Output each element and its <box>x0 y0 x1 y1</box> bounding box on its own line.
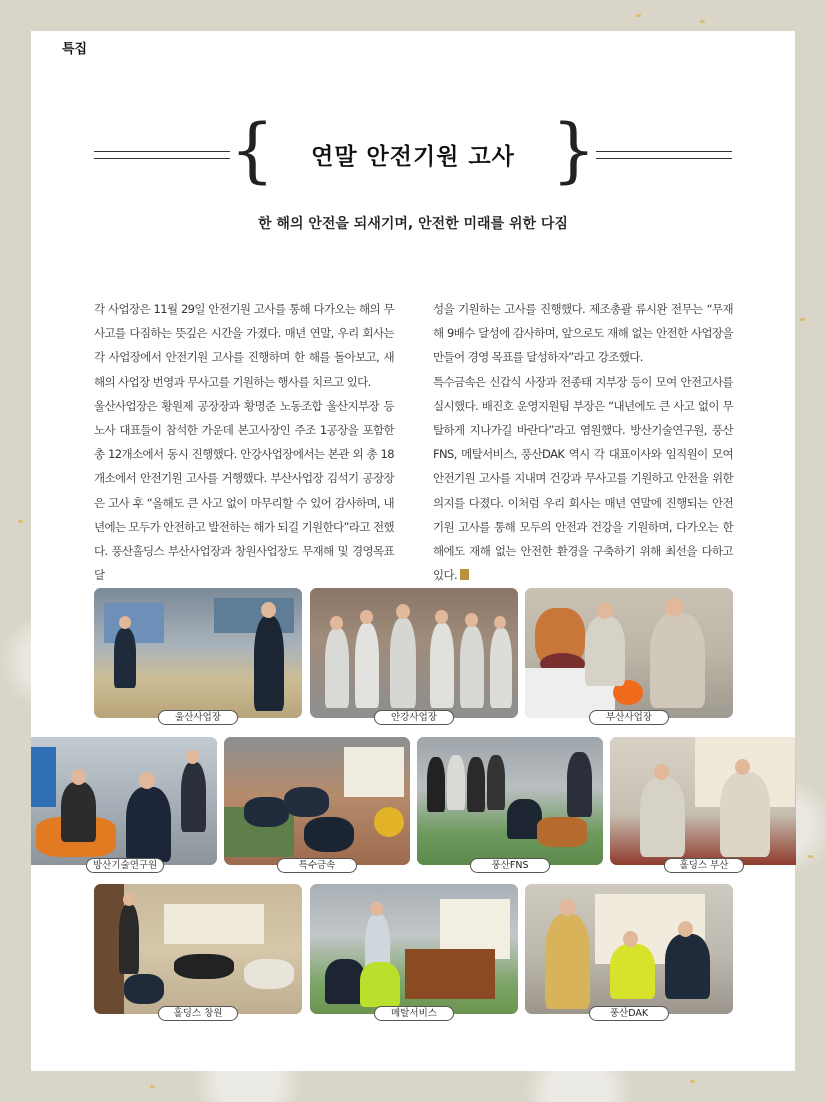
photo-caption: 특수금속 <box>277 858 357 873</box>
gold-speck <box>636 14 641 17</box>
gold-speck <box>700 20 705 23</box>
photo-caption: 메탈서비스 <box>374 1006 454 1021</box>
title-rule-right <box>596 151 732 159</box>
body-text: 특수금속은 신갑식 사장과 전종태 지부장 등이 모여 안전고사를 실시했다. 배진호 운영지원팀 부장은 “내년에도 큰 사고 없이 무탈하게 지나가길 바란다”라고 염원했다. 방산기술연구원, 풍산FNS, 메탈서비스, 풍산DAK 역시 각 대표이사와 임직원이 모여 안전기원 고사를 지내며 건강과 무사고를 기원하고 안전을 위한 의지를 다졌다. 이처럼 우리 회사는 매년 연말에 진행되는 안전기원 고사를 통해 모두의 안전과 건강을 기원하며, 다가오는 한 해에도 재해 없는 안전한 환경을 구축하기 위해 최선을 다하고 있다. <box>433 374 733 583</box>
photo-caption: 울산사업장 <box>158 710 238 725</box>
page-title: 연말 안전기원 고사 <box>311 144 515 170</box>
photo-ulsan <box>94 588 302 718</box>
body-column-right <box>433 297 733 587</box>
gold-speck <box>808 855 813 858</box>
right-brace-ornament: } <box>551 109 596 191</box>
photo-caption: 홀딩스 창원 <box>158 1006 238 1021</box>
gold-speck <box>150 1085 155 1088</box>
body-paragraph: 각 사업장은 11월 29일 안전기원 고사를 통해 다가오는 해의 무사고를 다짐하는 뜻깊은 시간을 가졌다. 매년 연말, 우리 회사는 각 사업장에서 안전기원 고사를 진행하며 한 해를 돌아보고, 새해의 사업장 번영과 무사고를 기원하는 행사를 치르고 있다. <box>94 302 394 389</box>
body-paragraph: 성을 기원하는 고사를 진행했다. 제조총괄 류시완 전무는 “무재해 9배수 달성에 감사하며, 앞으로도 재해 없는 안전한 사업장을 만들어 경영 목표를 달성하자”라고 강조했다. <box>433 302 733 365</box>
photo-dak <box>525 884 733 1014</box>
photo-special-metals <box>224 737 410 865</box>
photo-angang <box>310 588 518 718</box>
photo-caption: 풍산DAK <box>589 1006 669 1021</box>
photo-caption: 부산사업장 <box>589 710 669 725</box>
title-rule-left <box>94 151 230 159</box>
body-paragraph <box>433 370 733 588</box>
section-label: 특집 <box>62 42 88 57</box>
photo-busan <box>525 588 733 718</box>
gold-speck <box>690 1080 695 1083</box>
photo-metal-services <box>310 884 518 1014</box>
body-column-left <box>94 297 394 587</box>
photo-caption: 방산기술연구원 <box>86 858 164 873</box>
photo-caption: 홀딩스 부산 <box>664 858 744 873</box>
photo-caption: 안강사업장 <box>374 710 454 725</box>
gold-speck <box>18 520 23 523</box>
left-brace-ornament: { <box>230 109 275 191</box>
page-subtitle: 한 해의 안전을 되새기며, 안전한 미래를 위한 다짐 <box>258 216 568 232</box>
photo-holdings-busan <box>610 737 796 865</box>
photo-holdings-changwon <box>94 884 302 1014</box>
body-paragraph: 울산사업장은 황원제 공장장과 황명준 노동조합 울산지부장 등 노사 대표들이 참석한 가운데 본고사장인 주조 1공장을 포함한 총 12개소에서 동시 진행했다. 안강사업장에서는 본관 외 총 18개소에서 안전기원 고사를 거행했다. 부산사업장 김석기 공장장은 고사 후 “올해도 큰 사고 없이 마무리할 수 있어 감사하며, 내년에는 모두가 안전하고 발전하는 해가 되길 기원한다”라고 전했다. 풍산홀딩스 부산사업장과 창원사업장도 무재해 및 경영목표 달 <box>94 398 394 583</box>
photo-defense-research <box>31 737 217 865</box>
photo-fns <box>417 737 603 865</box>
end-mark-icon <box>460 569 469 580</box>
title-block <box>94 109 732 197</box>
gold-speck <box>800 318 805 321</box>
photo-caption: 풍산FNS <box>470 858 550 873</box>
